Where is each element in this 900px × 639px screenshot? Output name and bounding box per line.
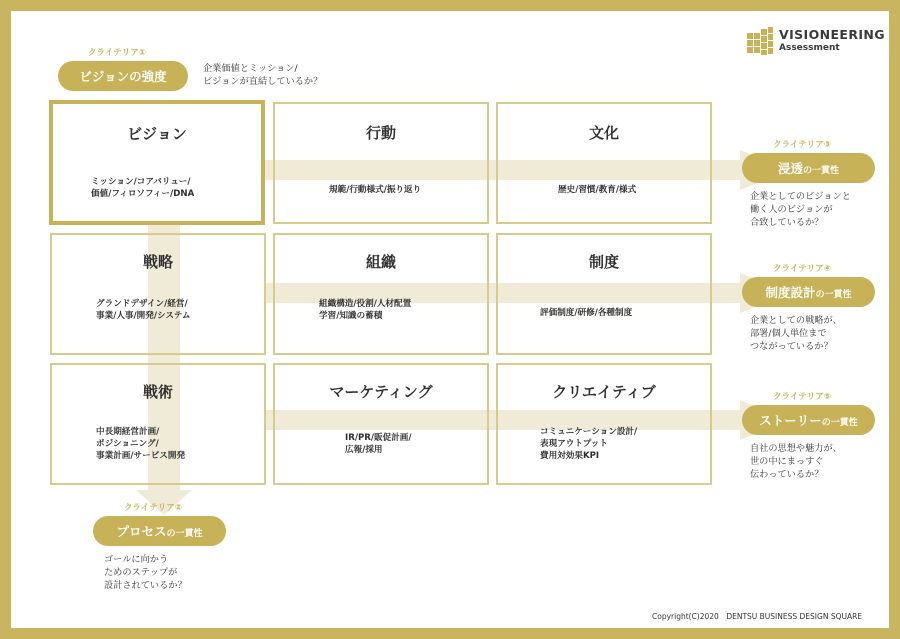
criteria-1-desc-line: 企業価値とミッション/ — [203, 63, 298, 74]
cell-title: 文化 — [588, 124, 619, 142]
criteria-1-pill-text: ビジョンの強度 — [79, 69, 167, 84]
criteria-5-desc-line: 世の中にまっすぐ — [750, 456, 824, 467]
cell-items — [96, 298, 191, 322]
criteria-4-label: クライテリア④ — [773, 264, 831, 274]
cell-vision — [49, 100, 265, 225]
cell-items — [319, 298, 411, 322]
cell-items — [558, 184, 636, 196]
criteria-3-desc-line: 合致しているか？ — [750, 217, 824, 228]
cell-title: クリエイティブ — [552, 383, 656, 401]
cell-item: 中長期経営計画/ — [96, 427, 160, 437]
criteria-1-pill — [58, 61, 188, 91]
cell-culture — [496, 102, 712, 224]
cell-item: 学習/知識の蓄積 — [319, 311, 383, 321]
cell-title: 行動 — [365, 124, 396, 142]
cell-item: 費用対効果KPI — [540, 451, 600, 461]
criteria-5-pill — [742, 405, 875, 435]
criteria-5-desc-line: 自社の思想や魅力が、 — [750, 443, 842, 454]
copyright: Copyright(C)2020 DENTSU BUSINESS DESIGN SQUARE — [652, 612, 863, 621]
cell-system — [496, 233, 712, 355]
cell-marketing — [273, 363, 489, 485]
cell-title: ビジョン — [127, 125, 187, 143]
cell-item: ポジショニング/ — [96, 439, 159, 449]
criteria-4-description — [750, 314, 842, 353]
cell-behavior — [273, 102, 489, 224]
cell-item: IR/PR/販促計画/ — [345, 433, 412, 443]
criteria-2-label: クライテリア② — [124, 503, 182, 513]
cell-item: 組織構造/役割/人材配置 — [319, 299, 412, 309]
cell-creative — [496, 363, 712, 485]
cell-items — [540, 426, 637, 462]
criteria-2-desc-line: ためのステップが — [104, 567, 178, 578]
criteria-5-pill-text: ストーリー — [759, 413, 822, 428]
cell-tactics — [50, 363, 266, 485]
criteria-4-desc-line: 企業としての戦略が、 — [750, 315, 842, 326]
cell-item: 広報/採用 — [345, 445, 383, 455]
cell-item: 歴史/習慣/教育/様式 — [558, 185, 637, 195]
criteria-4-pill-suffix: の一貫性 — [815, 290, 852, 300]
criteria-1-label: クライテリア① — [88, 48, 146, 58]
criteria-4-pill — [742, 277, 875, 307]
brand-title: VISIONEERING — [779, 27, 885, 42]
cell-items — [345, 432, 412, 456]
criteria-5-desc-line: 伝わっているか？ — [750, 469, 824, 480]
cell-organization — [273, 233, 489, 355]
cell-item: コミュニケーション設計/ — [540, 427, 638, 437]
criteria-2-description — [104, 553, 187, 592]
cell-items — [96, 426, 185, 462]
criteria-3-desc-line: 企業としてのビジョンと — [750, 191, 851, 202]
cell-item: ミッション/コアバリュー/ — [91, 177, 191, 187]
cell-title: 戦略 — [142, 253, 173, 271]
cell-items — [329, 184, 421, 196]
cell-title: マーケティング — [329, 383, 433, 401]
cell-item: 表現アウトプット — [540, 439, 608, 449]
brand-subtitle: Assessment — [779, 43, 840, 53]
criteria-3-pill-suffix: の一貫性 — [803, 166, 840, 176]
criteria-3-pill-text: 浸透 — [777, 161, 803, 176]
cell-item: 規範/行動様式/振り返り — [329, 185, 422, 195]
criteria-2-desc-line: 設計されているか？ — [104, 580, 187, 591]
cell-items — [91, 176, 194, 200]
criteria-3-description — [750, 190, 851, 229]
criteria-4-desc-line: 部署/個人単位まで — [750, 328, 827, 339]
criteria-3-label: クライテリア③ — [773, 140, 831, 150]
criteria-3-pill — [742, 153, 875, 183]
criteria-4-desc-line: つながっているか？ — [750, 341, 833, 352]
cell-item: グランドデザイン/経営/ — [96, 299, 188, 309]
cell-item: 価値/フィロソフィー/DNA — [91, 189, 195, 199]
visioneering-logo-icon — [747, 27, 773, 55]
criteria-2-desc-line: ゴールに向かう — [104, 554, 169, 565]
criteria-2-pill-suffix: の一貫性 — [166, 529, 203, 539]
criteria-5-label: クライテリア⑤ — [773, 392, 831, 402]
cell-title: 戦術 — [142, 383, 173, 401]
criteria-5-description — [750, 442, 842, 481]
cell-title: 組織 — [365, 253, 396, 271]
cell-item: 事業/人事/開発/システム — [96, 311, 191, 321]
cell-item: 事業計画/サービス開発 — [96, 451, 186, 461]
criteria-2-pill-text: プロセス — [116, 524, 167, 539]
cell-title: 制度 — [588, 253, 619, 271]
criteria-4-pill-text: 制度設計 — [765, 285, 816, 300]
criteria-2-pill — [93, 516, 226, 546]
cell-items — [540, 307, 632, 319]
criteria-5-pill-suffix: の一貫性 — [821, 418, 858, 428]
criteria-1-desc-line: ビジョンが直結しているか？ — [203, 76, 323, 87]
cell-item: 評価制度/研修/各種制度 — [540, 308, 633, 318]
cell-strategy — [50, 233, 266, 355]
criteria-3-desc-line: 働く人のビジョンが — [750, 204, 833, 215]
criteria-1-description — [203, 62, 322, 88]
